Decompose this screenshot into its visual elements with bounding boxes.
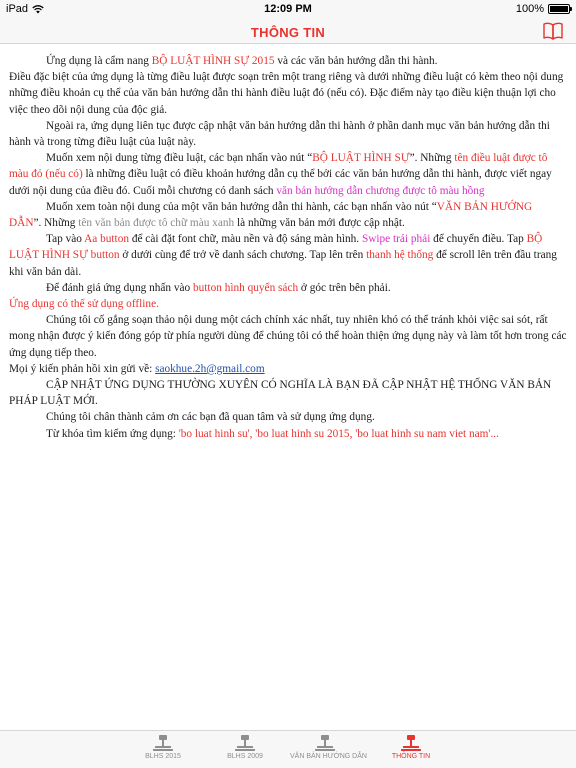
- tab-label: BLHS 2009: [227, 753, 263, 760]
- intro-paragraph: [9, 53, 567, 69]
- tab-van-ban-huong-dan[interactable]: [290, 733, 367, 767]
- text: Muốn xem nội dung từng điều luật, các bạn nhấn vào nút “: [46, 152, 313, 165]
- text: để cài đặt font chữ, màu nền và độ sáng màn hình.: [129, 233, 362, 246]
- text: là những văn bản mới được cập nhật.: [234, 217, 405, 230]
- text: Từ khóa tìm kiếm ứng dụng:: [46, 427, 179, 440]
- text: là những điều luật có điều khoản hướng dẫn cụ thể bởi các văn bản hướng dẫn thi hành, được viết ngay dưới nội dung của điều đó. Cuối mỗi chương có danh sách: [9, 168, 552, 197]
- gavel-icon: [234, 734, 256, 752]
- text: Để đánh giá ứng dụng nhấn vào: [46, 281, 193, 294]
- tab-label: THÔNG TIN: [391, 753, 431, 760]
- tab-label: VĂN BẢN HƯỚNG DẪN: [290, 753, 367, 760]
- status-bar: [0, 0, 576, 20]
- page-title: THÔNG TIN: [250, 25, 326, 40]
- highlight-pink: Swipe trái phải: [361, 233, 431, 246]
- rating-paragraph: [9, 280, 567, 296]
- battery-percent: 100%: [515, 3, 544, 15]
- code-name-highlight: BỘ LUẬT HÌNH SỰ 2015: [151, 55, 275, 67]
- guide-paragraph: [9, 199, 567, 231]
- highlight-red: VĂN BẢN HƯỚNG DẪN: [9, 200, 533, 230]
- text: ở dưới cùng để trở về danh sách chương. Tap lên trên: [119, 249, 367, 262]
- tab-label: BLHS 2015: [145, 753, 181, 760]
- tab-blhs-2015[interactable]: [128, 733, 198, 767]
- feature-paragraph: Điều đặc biệt của ứng dụng là từng điều luật được soạn trên một trang riêng và dưới những điều luật có kèm theo nội dung những điều khoản cụ thể của văn bản hướng dẫn thi hành điều luật đó (nếu có). Đặc điểm này tạo điều kiện thuận lợi cho việc theo dõi nội dung của độc giả.: [9, 71, 564, 116]
- text: ”. Những: [409, 152, 455, 165]
- offline-note: Ứng dụng có thể sử dụng offline.: [9, 298, 159, 311]
- gavel-icon: [314, 734, 336, 752]
- highlight-red: thanh hệ thống: [366, 249, 434, 262]
- thanks-paragraph: Chúng tôi chân thành cảm ơn các bạn đã quan tâm và sử dụng ứng dụng.: [46, 411, 375, 424]
- highlight-red: BỘ LUẬT HÌNH SỰ button: [9, 233, 543, 262]
- keywords-paragraph: [9, 426, 567, 442]
- email-link[interactable]: saokhue.2h@gmail.com: [155, 362, 265, 375]
- status-right: [516, 3, 570, 15]
- highlight-gray: tên văn bản được tô chữ màu xanh: [78, 217, 235, 230]
- text: Tap vào: [46, 233, 85, 246]
- keywords-highlight: 'bo luat hinh su', 'bo luat hinh su 2015, 'bo luat hinh su nam viet nam'...: [178, 427, 499, 440]
- text: để scroll lên trên đầu trang khi văn bản dài.: [9, 249, 557, 278]
- text: ở góc trên bên phải.: [298, 281, 391, 294]
- info-content: [9, 53, 567, 442]
- text: Muốn xem toàn nội dung của một văn bản hướng dẫn thi hành, các bạn nhấn vào nút “: [46, 200, 437, 213]
- text: ”. Những: [33, 217, 79, 230]
- text: Ứng dụng là cẩm nang: [46, 55, 152, 67]
- text: để chuyển điều. Tap: [430, 233, 527, 246]
- highlight-pink: văn bản hướng dẫn chương được tô màu hồng: [276, 184, 485, 197]
- highlight-red: Aa button: [84, 233, 129, 246]
- carrier-label: iPad: [6, 3, 29, 15]
- gavel-icon: [152, 734, 174, 752]
- open-book-icon: [542, 21, 564, 41]
- text: Mọi ý kiến phản hồi xin gửi về:: [9, 362, 156, 375]
- disclaimer-paragraph: Chúng tôi cố gắng soạn thảo nội dung một cách chính xác nhất, tuy nhiên khó có thể tránh khỏi việc sai sót, rất mong nhận được ý kiến đóng góp từ phía người dùng để chúng tôi có thể hoàn thiện ứng dụng này và làm tốt hơn trong các ứng dụng tiếp theo.: [9, 314, 567, 359]
- usage-paragraph: [9, 150, 567, 199]
- update-paragraph: Ngoài ra, ứng dụng liên tục được cập nhật văn bản hướng dẫn thi hành ở phần danh mục văn bản hướng dẫn thi hành và trong từng điều luật của luật này.: [9, 119, 550, 149]
- text: và các văn bản hướng dẫn thi hành.: [274, 55, 438, 67]
- tab-thong-tin[interactable]: [376, 733, 446, 767]
- rate-app-button[interactable]: [542, 21, 564, 41]
- battery-icon: [548, 4, 570, 14]
- tab-bar: [0, 730, 576, 768]
- highlight-red: tên điều luật được tô màu đỏ (nếu có): [9, 152, 548, 181]
- nav-bar: [0, 20, 576, 44]
- tab-blhs-2009[interactable]: [210, 733, 280, 767]
- highlight-red: button hình quyển sách: [193, 281, 299, 294]
- highlight-red: BỘ LUẬT HÌNH SỰ: [312, 152, 410, 165]
- controls-paragraph: [9, 231, 567, 280]
- update-notice: CẬP NHẬT ỨNG DỤNG THƯỜNG XUYÊN CÓ NGHĨA LÀ BẠN ĐÃ CẬP NHẬT HỆ THỐNG VĂN BẢN PHÁP LUẬT MỚI.: [9, 379, 552, 408]
- gavel-icon: [400, 734, 422, 752]
- status-time: 12:09 PM: [264, 3, 312, 15]
- feedback-paragraph: [9, 361, 567, 377]
